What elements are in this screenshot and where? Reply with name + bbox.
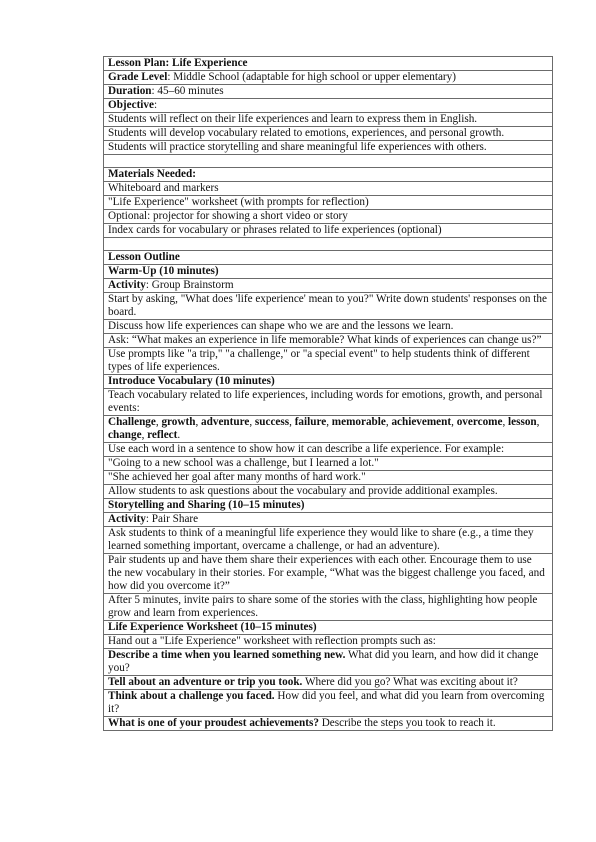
field-value: Where did you go? What was exciting about it? (302, 676, 518, 688)
document-page (103, 56, 553, 731)
table-row (104, 717, 553, 731)
table-cell (104, 649, 553, 676)
table-row (104, 676, 553, 690)
field-label: Grade Level (108, 71, 168, 83)
body-text: "Going to a new school was a challenge, but I learned a lot." (108, 457, 379, 469)
body-text: Students will reflect on their life experiences and learn to express them in English. (108, 113, 478, 125)
vocab-word: Challenge (108, 416, 156, 428)
field-label: Think about a challenge you faced. (108, 690, 275, 702)
field-label: Activity (108, 279, 146, 291)
body-text: Teach vocabulary related to life experiences, including words for emotions, growth, and personal events: (108, 389, 543, 414)
field-label: Describe a time when you learned something new. (108, 649, 346, 661)
table-cell (104, 471, 553, 485)
table-cell (104, 690, 553, 717)
table-row (104, 99, 553, 113)
table-row (104, 621, 553, 635)
table-row (104, 155, 553, 168)
field-value: Describe the steps you took to reach it. (318, 717, 496, 729)
table-row (104, 690, 553, 717)
table-cell (104, 527, 553, 554)
table-row (104, 554, 553, 594)
body-text: Start by asking, "What does 'life experience' mean to you?" Write down students' responses on the board. (108, 293, 547, 318)
vocab-word: adventure (201, 416, 250, 428)
table-cell (104, 499, 553, 513)
section-heading: Storytelling and Sharing (10–15 minutes) (108, 499, 305, 511)
table-cell (104, 717, 553, 731)
table-cell (104, 155, 553, 168)
table-cell (104, 99, 553, 113)
table-cell (104, 196, 553, 210)
vocab-word: change (108, 429, 142, 441)
table-cell (104, 127, 553, 141)
vocab-word: growth (161, 416, 196, 428)
field-value: : Pair Share (145, 513, 199, 525)
table-row (104, 635, 553, 649)
table-cell (104, 224, 553, 238)
body-text: Pair students up and have them share their experiences with each other. Encourage them to use the new vocabulary in their stories. For example, “What was the biggest challenge you faced, and how did you overcome it?” (108, 554, 545, 592)
section-heading: Lesson Outline (108, 251, 180, 263)
table-row (104, 320, 553, 334)
body-text: Ask students to think of a meaningful life experience they would like to share (e.g., a time they learned something important, overcame a challenge, or had an adventure). (108, 527, 534, 552)
table-row (104, 527, 553, 554)
table-row (104, 57, 553, 71)
table-row (104, 238, 553, 251)
table-row (104, 389, 553, 416)
table-row (104, 279, 553, 293)
table-row (104, 457, 553, 471)
table-cell (104, 621, 553, 635)
section-heading: Life Experience Worksheet (10–15 minutes) (108, 621, 317, 633)
table-cell (104, 57, 553, 71)
vocab-word: failure (294, 416, 327, 428)
body-text: Optional: projector for showing a short video or story (108, 210, 348, 222)
field-value: : (153, 99, 158, 111)
table-row (104, 499, 553, 513)
table-cell (104, 251, 553, 265)
table-cell (104, 210, 553, 224)
vocab-word: lesson (508, 416, 537, 428)
table-row (104, 251, 553, 265)
field-value: : 45–60 minutes (151, 85, 224, 97)
lesson-plan-table (103, 56, 553, 731)
body-text: Discuss how life experiences can shape who we are and the lessons we learn. (108, 320, 454, 332)
table-row (104, 348, 553, 375)
table-row (104, 334, 553, 348)
table-cell (104, 334, 553, 348)
table-row (104, 141, 553, 155)
table-row (104, 416, 553, 443)
body-text: Ask: “What makes an experience in life memorable? What kinds of experiences can change us?” (108, 334, 542, 346)
body-text: Allow students to ask questions about the vocabulary and provide additional examples. (108, 485, 498, 497)
table-row (104, 513, 553, 527)
table-row (104, 182, 553, 196)
table-cell (104, 279, 553, 293)
vocab-word: reflect (147, 429, 178, 441)
section-heading: Lesson Plan: Life Experience (108, 57, 248, 69)
table-cell (104, 182, 553, 196)
table-row (104, 210, 553, 224)
field-label: Activity (108, 513, 146, 525)
table-cell (104, 168, 553, 182)
vocab-word: achievement (391, 416, 452, 428)
body-text: Use prompts like "a trip," "a challenge," or "a special event" to help students think of different types of life experiences. (108, 348, 530, 373)
body-text: Hand out a "Life Experience" worksheet with reflection prompts such as: (108, 635, 436, 647)
body-text: Whiteboard and markers (108, 182, 219, 194)
field-value: : Group Brainstorm (145, 279, 234, 291)
table-row (104, 485, 553, 499)
table-row (104, 594, 553, 621)
table-cell (104, 320, 553, 334)
table-cell (104, 141, 553, 155)
section-heading: Warm-Up (10 minutes) (108, 265, 219, 277)
body-text: After 5 minutes, invite pairs to share some of the stories with the class, highlighting how people grow and learn from experiences. (108, 594, 538, 619)
vocab-word: memorable (331, 416, 386, 428)
table-row (104, 168, 553, 182)
table-row (104, 85, 553, 99)
table-cell (104, 676, 553, 690)
table-cell (104, 375, 553, 389)
table-cell (104, 293, 553, 320)
section-heading: Materials Needed: (108, 168, 196, 180)
vocab-word: overcome (456, 416, 503, 428)
table-row (104, 265, 553, 279)
body-text: Use each word in a sentence to show how it can describe a life experience. For example: (108, 443, 505, 455)
table-row (104, 224, 553, 238)
table-row (104, 471, 553, 485)
table-cell: Challenge, growth, adventure, success, failure, memorable, achievement, overcome, lesson, change, reflect. (104, 416, 553, 443)
table-row (104, 71, 553, 85)
field-value: How did you feel, and what did you learn from overcoming it? (108, 690, 545, 715)
section-heading: Introduce Vocabulary (10 minutes) (108, 375, 275, 387)
table-cell (104, 635, 553, 649)
table-cell (104, 443, 553, 457)
table-cell (104, 71, 553, 85)
table-row (104, 196, 553, 210)
table-cell (104, 265, 553, 279)
table-row (104, 293, 553, 320)
field-value: : Middle School (adaptable for high school or upper elementary) (167, 71, 456, 83)
body-text: Students will practice storytelling and share meaningful life experiences with others. (108, 141, 487, 153)
lesson-plan-body (104, 57, 553, 731)
table-cell (104, 457, 553, 471)
table-cell (104, 389, 553, 416)
table-cell (104, 348, 553, 375)
body-text: Students will develop vocabulary related to emotions, experiences, and personal growth. (108, 127, 505, 139)
field-label: Duration (108, 85, 152, 97)
table-row (104, 443, 553, 457)
table-cell (104, 594, 553, 621)
table-cell (104, 85, 553, 99)
field-label: Tell about an adventure or trip you took. (108, 676, 303, 688)
table-row (104, 649, 553, 676)
table-row (104, 113, 553, 127)
field-label: What is one of your proudest achievements? (108, 717, 319, 729)
field-value: What did you learn, and how did it change you? (108, 649, 539, 674)
table-row (104, 375, 553, 389)
table-cell (104, 554, 553, 594)
table-row (104, 127, 553, 141)
vocab-word: success (254, 416, 290, 428)
table-cell (104, 113, 553, 127)
body-text: Index cards for vocabulary or phrases related to life experiences (optional) (108, 224, 442, 236)
body-text: "She achieved her goal after many months of hard work." (108, 471, 366, 483)
field-label: Objective (108, 99, 154, 111)
body-text: "Life Experience" worksheet (with prompts for reflection) (108, 196, 369, 208)
table-cell (104, 485, 553, 499)
table-cell (104, 238, 553, 251)
table-cell (104, 513, 553, 527)
